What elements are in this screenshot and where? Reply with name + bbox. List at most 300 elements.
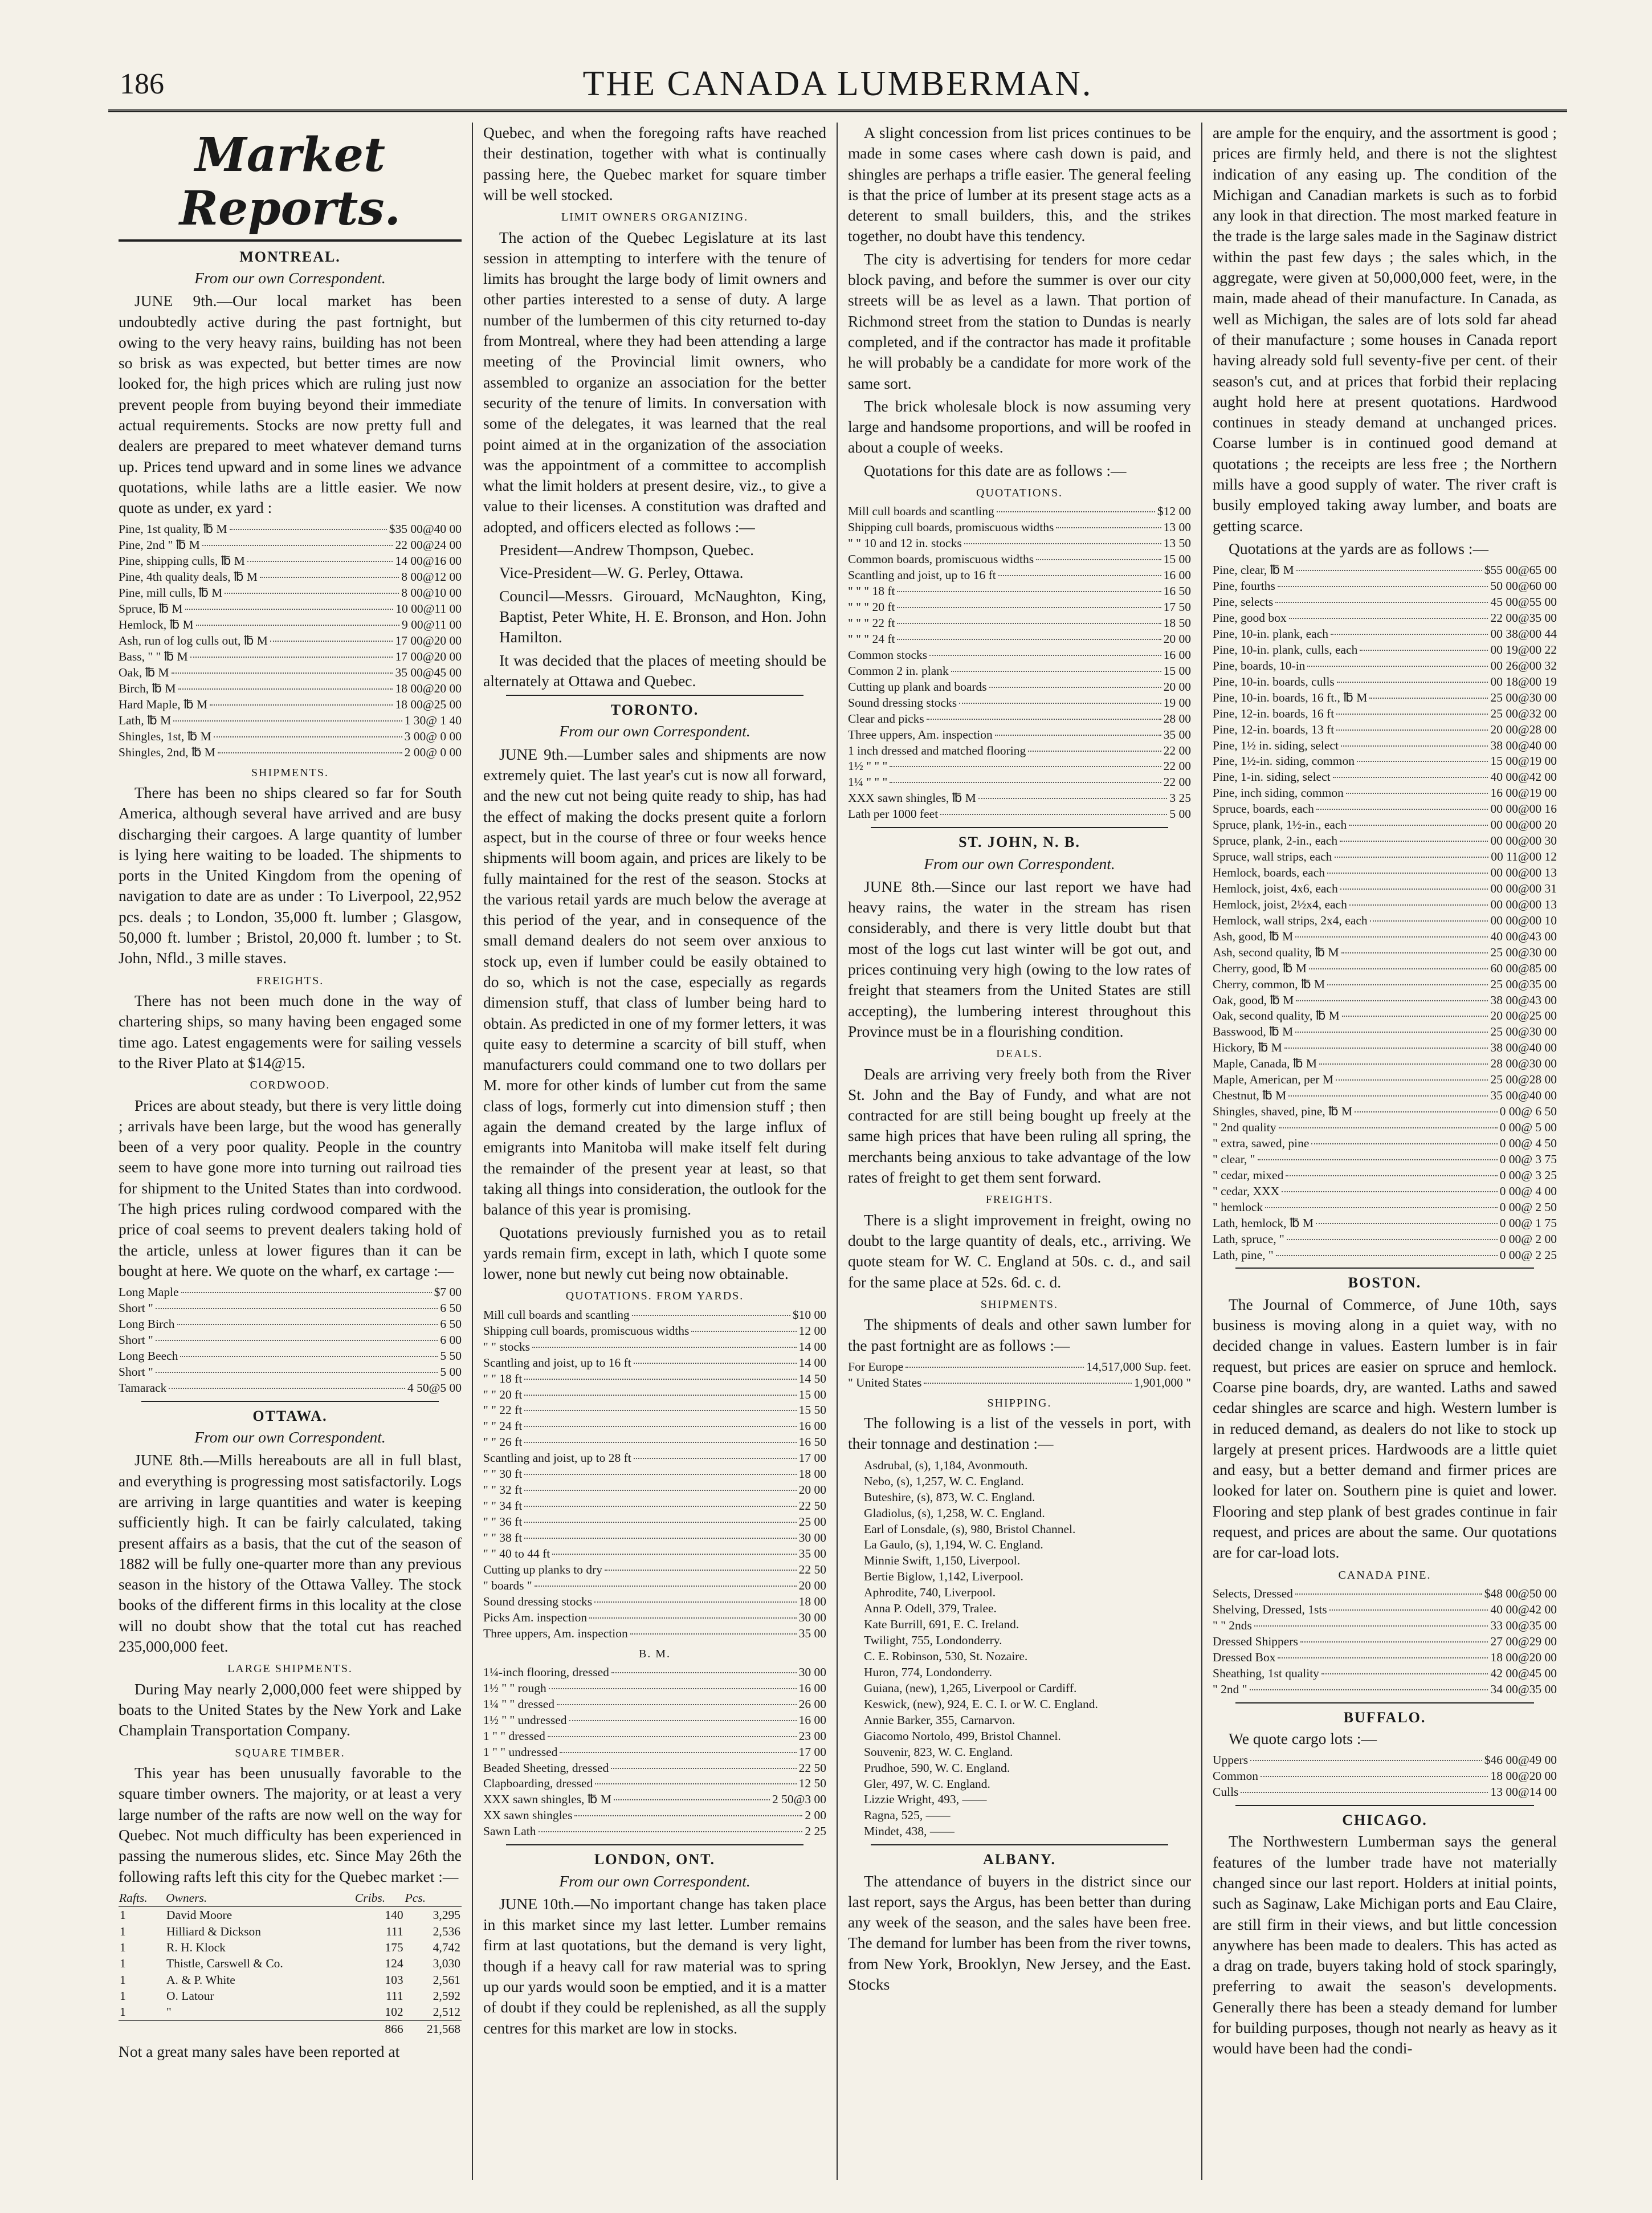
leader-dots	[560, 1752, 796, 1753]
price-value: 33 00@35 00	[1490, 1618, 1557, 1632]
montreal-price-list	[119, 521, 462, 760]
price-row	[119, 601, 462, 617]
leader-dots	[260, 577, 399, 578]
price-row	[1213, 753, 1557, 769]
price-row	[483, 1745, 826, 1760]
london-price-list	[848, 504, 1191, 822]
leader-dots	[1340, 889, 1488, 890]
price-row	[1213, 769, 1557, 785]
price-value: 28 00@30 00	[1490, 1057, 1557, 1071]
owners-header: Owners.	[165, 1889, 354, 1907]
price-label: Oak, second quality, ℔ M	[1213, 1009, 1340, 1023]
leader-dots	[270, 641, 393, 642]
cribs-header: Cribs.	[354, 1889, 405, 1907]
price-label: Spruce, ℔ M	[119, 602, 183, 616]
price-label: XX sawn shingles	[483, 1808, 573, 1823]
price-label: Pine, boards, 10-in	[1213, 658, 1306, 673]
price-row	[1213, 1200, 1557, 1216]
price-row	[1213, 610, 1557, 626]
price-label: " " 20 ft	[483, 1387, 523, 1401]
ottawa-title: OTTAWA.	[252, 1407, 328, 1424]
price-label: Shipping cull boards, promiscuous widths	[848, 520, 1054, 535]
price-row	[119, 1332, 462, 1348]
price-label: " " 24 ft	[483, 1419, 523, 1433]
raft-owner: David Moore	[166, 1908, 232, 1922]
limit-owners-title: LIMIT OWNERS ORGANIZING.	[561, 211, 749, 224]
price-value: 00 00@00 13	[1490, 897, 1557, 911]
price-label: " " " 22 ft	[848, 616, 895, 630]
price-label: Sound dressing stocks	[848, 695, 957, 710]
price-row	[483, 1594, 826, 1610]
column-3	[838, 123, 1202, 2180]
price-value: 16 50	[798, 1435, 826, 1449]
leader-dots	[964, 543, 1161, 544]
price-value: 22 00@35 00	[1490, 611, 1557, 625]
page-columns	[108, 123, 1567, 2180]
leader-dots	[1295, 1593, 1482, 1595]
price-label: 1½ " " "	[848, 759, 888, 773]
price-row	[1213, 1104, 1557, 1120]
price-value: 00 18@00 19	[1490, 674, 1557, 688]
leader-dots	[1254, 1625, 1488, 1627]
column-1	[108, 123, 473, 2180]
price-row	[483, 1403, 826, 1419]
price-value: 20 00	[1163, 631, 1191, 646]
price-row	[483, 1466, 826, 1482]
vessel-item: Ragna, 525, ——	[864, 1808, 951, 1823]
raft-owner: A. & P. White	[166, 1972, 235, 1987]
price-row	[1213, 1216, 1557, 1232]
buffalo-paragraph: We quote cargo lots :—	[1229, 1729, 1377, 1747]
price-label: Pine, 1st quality, ℔ M	[119, 522, 227, 536]
leader-dots	[1282, 1191, 1497, 1192]
raft-row	[119, 1955, 462, 1971]
price-value: 6 50	[440, 1301, 462, 1315]
price-value: 14 00	[798, 1339, 826, 1354]
canada-pine-list	[1213, 1586, 1557, 1698]
price-row	[848, 600, 1191, 616]
section-divider	[871, 1844, 1168, 1845]
price-label: 1 inch dressed and matched flooring	[848, 743, 1026, 757]
page-header	[108, 64, 1567, 109]
price-value: 45 00@55 00	[1490, 595, 1557, 609]
header-rule	[108, 109, 1567, 112]
leader-dots	[524, 1474, 796, 1475]
leader-dots	[524, 1379, 796, 1380]
leader-dots	[890, 782, 1161, 783]
price-value: 30 00	[798, 1665, 826, 1679]
officer-president: President—Andrew Thompson, Quebec.	[499, 541, 754, 559]
price-label: Scantling and joist, up to 28 ft	[483, 1451, 631, 1465]
price-value: 15 00	[798, 1387, 826, 1401]
price-value: 13 00	[1163, 520, 1191, 535]
price-row	[483, 1498, 826, 1514]
price-row	[1213, 1184, 1557, 1200]
vessel-item: Aphrodite, 740, Liverpool.	[864, 1586, 996, 1600]
price-value: $7 00	[434, 1285, 462, 1299]
leader-dots	[1337, 682, 1488, 683]
price-row	[848, 790, 1191, 806]
price-value: 22 50	[798, 1760, 826, 1775]
officer-council: Council—Messrs. Girouard, McNaughton, King, Baptist, Peter White, H. E. Bronson, and Hon. John Hamilton.	[499, 586, 826, 646]
price-row	[119, 521, 462, 537]
raft-cribs: 124	[385, 1957, 403, 1971]
st-john-shipping-title: SHIPPING.	[987, 1396, 1052, 1409]
price-value: 1,901,000 "	[1133, 1375, 1191, 1389]
leader-dots	[611, 1768, 796, 1769]
price-label: Long Beech	[119, 1348, 178, 1363]
price-row	[848, 504, 1191, 520]
price-label: Pine, 1½-in. siding, common	[1213, 754, 1355, 768]
price-label: " " 22 ft	[483, 1403, 523, 1417]
price-label: Scantling and joist, up to 16 ft	[848, 568, 996, 582]
price-row	[1213, 1072, 1557, 1088]
vessel-item: Prudhoe, 590, W. C. England.	[864, 1760, 1010, 1775]
raft-row	[119, 1907, 462, 1923]
price-label: 1¼ " " "	[848, 775, 888, 789]
price-row	[1213, 1056, 1557, 1072]
leader-dots	[1296, 570, 1482, 571]
price-value: 0 00@ 1 75	[1499, 1216, 1557, 1230]
rafts-total-cribs: 866	[354, 2020, 405, 2037]
leader-dots	[524, 1395, 796, 1396]
leader-dots	[247, 561, 393, 562]
price-row	[119, 745, 462, 761]
london-paragraph-4: The brick wholesale block is now assuming very large and handsome proportions, and will be roofed in about a couple of weeks.	[848, 397, 1191, 457]
montreal-paragraph: JUNE 9th.—Our local market has been undoubtedly active during the past fortnight, but owing to the very heavy rains, building has not been so brisk as was expected, but better times are now looked for, the high prices which are ruling just now prevent people from buying beyond their immediate actual requirements. Stocks are now pretty full and dealers are prepared to meet whatever demand turns up. Prices tend upward and in some lines we advance quotations, while laths are a little easier. We now quote as under, ex yard :	[119, 292, 462, 517]
price-value: 15 50	[798, 1403, 826, 1417]
chicago-title: CHICAGO.	[1342, 1812, 1427, 1829]
leader-dots	[169, 1388, 405, 1389]
price-value: 23 00	[798, 1729, 826, 1743]
price-value: 18 00@20 00	[1490, 1650, 1557, 1664]
price-label: " " 36 ft	[483, 1515, 523, 1529]
price-label: Oak, ℔ M	[119, 665, 169, 679]
leader-dots	[1369, 698, 1488, 699]
price-row	[483, 1419, 826, 1434]
price-value: 20 00	[798, 1578, 826, 1592]
price-label: Sheathing, 1st quality	[1213, 1666, 1319, 1680]
price-label: Pine, 10-in. boards, culls	[1213, 674, 1335, 688]
price-value: 27 00@29 00	[1490, 1634, 1557, 1648]
price-value: 25 00@30 00	[1490, 945, 1557, 959]
price-value: 25 00@28 00	[1490, 1073, 1557, 1087]
price-label: " cedar, mixed	[1213, 1168, 1284, 1182]
price-label: Bass, " " ℔ M	[119, 649, 188, 663]
price-row	[1213, 594, 1557, 610]
price-label: Cherry, good, ℔ M	[1213, 961, 1307, 975]
price-label: Long Birch	[119, 1317, 175, 1331]
price-label: Spruce, wall strips, each	[1213, 850, 1332, 864]
buffalo-title: BUFFALO.	[1343, 1709, 1426, 1726]
london-title: LONDON, ONT.	[594, 1851, 716, 1868]
leader-dots	[1319, 1063, 1488, 1065]
price-value: $55 00@65 00	[1484, 563, 1557, 577]
price-label: " " 34 ft	[483, 1499, 523, 1513]
price-label: Shingles, 1st, ℔ M	[119, 729, 211, 743]
raft-pieces: 2,536	[433, 1924, 460, 1938]
price-label: Maple, American, per M	[1213, 1073, 1333, 1087]
price-value: 19 00	[1163, 695, 1191, 710]
price-row	[848, 743, 1191, 759]
price-row	[848, 631, 1191, 647]
vessel-item: Gladiolus, (s), 1,258, W. C. England.	[864, 1506, 1045, 1520]
price-value: 14 00@16 00	[395, 554, 462, 568]
leader-dots	[1276, 1255, 1498, 1256]
price-value: 2 50@3 00	[772, 1792, 826, 1807]
cordwood-price-list	[119, 1285, 462, 1396]
price-label: 1½ " " undressed	[483, 1713, 567, 1727]
price-row	[119, 729, 462, 745]
leader-dots	[1336, 729, 1488, 731]
price-row	[848, 1375, 1191, 1391]
leader-dots	[1341, 952, 1488, 953]
leader-dots	[1300, 1641, 1488, 1643]
leader-dots	[1370, 920, 1488, 922]
vessel-item: Giacomo Nortolo, 499, Bristol Channel.	[864, 1729, 1061, 1743]
price-row	[483, 1681, 826, 1697]
price-value: 50 00@60 00	[1490, 579, 1557, 593]
price-value: 22 00	[1163, 743, 1191, 757]
vessel-item: Asdrubal, (s), 1,184, Avonmouth.	[864, 1458, 1028, 1472]
price-value: $46 00@49 00	[1484, 1753, 1557, 1767]
vessel-item: Bertie Biglow, 1,142, Liverpool.	[864, 1570, 1023, 1584]
leader-dots	[595, 1783, 796, 1784]
price-label: Shingles, shaved, pine, ℔ M	[1213, 1105, 1353, 1119]
price-row	[119, 649, 462, 665]
price-row	[1213, 1634, 1557, 1650]
price-value: 16 00	[1163, 568, 1191, 582]
price-value: 17 00@20 00	[395, 649, 462, 663]
leader-dots	[924, 1383, 1131, 1384]
vessel-item: Anna P. Odell, 379, Tralee.	[864, 1601, 997, 1616]
albany-paragraph-2: are ample for the enquiry, and the assortment is good ; prices are firmly held, and there is not the slightest indication of any easing up. The condition of the Michigan and Canadian markets is such as to forbid any look in that direction. The most marked feature in the trade is the large sales made in the Saginaw district within the past few days ; the sales which, in the aggregate, were given at 50,000,000 feet, were, in the main, made ahead of their manufacture. In Canada, as well as Michigan, the sales are of lots sold far ahead of their manufacture ; some houses in Canada report having already sold full seventy-five per cent. of their season's cut, and at prices that forbid their replacing aught hold here at present quotations. Hardwood continues in steady demand at unchanged prices. Coarse lumber is in continued good demand at quotations ; the receipts are less free ; the Northern mills have a good supply of water. The river craft is busily employed taking away lumber, and boats are getting scarce.	[1213, 124, 1557, 535]
price-value: 34 00@35 00	[1490, 1682, 1557, 1696]
price-label: Clapboarding, dressed	[483, 1776, 593, 1791]
leader-dots	[634, 1363, 797, 1364]
price-value: 00 00@00 20	[1490, 818, 1557, 832]
price-label: Short "	[119, 1301, 153, 1315]
price-value: 16 00	[1163, 647, 1191, 662]
price-value: 0 00@ 3 25	[1499, 1168, 1557, 1182]
price-label: " boards "	[483, 1578, 532, 1592]
price-value: 12 00	[798, 1323, 826, 1338]
raft-owner: Hilliard & Dickson	[166, 1924, 261, 1938]
price-value: 15 00	[1163, 552, 1191, 567]
price-value: 35 00@45 00	[395, 665, 462, 679]
leader-dots	[1056, 527, 1161, 528]
price-row	[848, 775, 1191, 790]
leader-dots	[959, 703, 1161, 704]
leader-dots	[611, 1672, 797, 1673]
price-value: 42 00@45 00	[1490, 1666, 1557, 1680]
price-value: 18 00	[798, 1594, 826, 1608]
raft-row	[119, 1988, 462, 2004]
pcs-header: Pcs.	[405, 1889, 462, 1907]
albany-title: ALBANY.	[983, 1851, 1056, 1868]
price-label: " " " 20 ft	[848, 600, 895, 614]
price-row	[1213, 801, 1557, 817]
raft-cribs: 102	[385, 2005, 403, 2019]
leader-dots	[1329, 1609, 1488, 1611]
montreal-cordwood: Prices are about steady, but there is very little doing ; arrivals have been large, but the wood has generally been of a very poor quality. People in the country seem to have gone more into turning out railroad ties for shipment to the United States than into cordwood. The high prices ruling cordwood compared with the price of coal seems to prevent dealers taking hold of the article, unless at lower figures than it can be bought at here. We quote on the wharf, ex cartage :—	[119, 1096, 462, 1279]
leader-dots	[997, 511, 1155, 512]
price-value: 16 00@19 00	[1490, 786, 1557, 800]
vessel-item: Twilight, 755, Londonderry.	[864, 1633, 1002, 1648]
price-row	[483, 1307, 826, 1323]
montreal-freights-title: FREIGHTS.	[256, 974, 324, 987]
section-divider	[506, 695, 803, 696]
column-4	[1202, 123, 1567, 2180]
ottawa-tail: Not a great many sales have been reported at	[119, 2043, 400, 2061]
price-label: Pine, mill culls, ℔ M	[119, 586, 223, 600]
london-quotations-title: QUOTATIONS.	[976, 487, 1063, 500]
price-value: 0 00@ 2 00	[1499, 1232, 1557, 1246]
leader-dots	[156, 1372, 438, 1373]
price-row	[1213, 658, 1557, 674]
leader-dots	[230, 529, 387, 530]
price-row	[1213, 1586, 1557, 1602]
raft-cribs: 103	[385, 1972, 403, 1987]
price-label: Pine, 4th quality deals, ℔ M	[119, 570, 258, 584]
price-row	[483, 1729, 826, 1745]
price-row	[1213, 1168, 1557, 1184]
toronto-paragraph: JUNE 9th.—Lumber sales and shipments are now extremely quiet. The last year's cut is now all forward, and the new cut not being quite ready to ship, has had the effect of making the docks present quite a forlorn aspect, but in the course of three or four weeks hence shipments will boom again, and prices are likely to be fully maintained for the rest of the season. Stocks at the various retail yards are much below the average at this period of the year, and in consequence of the small demand dealers do not seem over anxious to stock up, even if lumber could be easily obtained to do so, which is not the case, especially as regards dimension stuff, that class of lumber being hard to obtain. As predicted in one of my former letters, it was quite easy to determine a scarcity of bill stuff, when manufacturers could command one to two dollars per M. more for other kinds of lumber cut from the same class of logs, formerly cut into dimension stuff ; then again the demand created by the large influx of emigrants into Manitoba will make itself felt during the remainder of the present year at least, so that taking all things into consideration, the outlook for the balance of this year is promising.	[483, 745, 826, 1218]
raft-pieces: 3,030	[433, 1957, 460, 1971]
price-label: Spruce, plank, 1½-in., each	[1213, 818, 1347, 832]
price-row	[1213, 1232, 1557, 1248]
price-row	[483, 1371, 826, 1387]
price-row	[848, 711, 1191, 727]
price-value: 20 00@28 00	[1490, 722, 1557, 736]
price-row	[1213, 738, 1557, 754]
price-label: Tamarack	[119, 1380, 167, 1395]
price-row	[119, 1348, 462, 1364]
price-value: 18 50	[1163, 616, 1191, 630]
raft-pieces: 2,561	[433, 1972, 460, 1987]
price-label: Pine, 10-in. plank, each	[1213, 626, 1329, 641]
price-label: Pine, 1½ in. siding, select	[1213, 738, 1339, 752]
quebec-continuation: Quebec, and when the foregoing rafts have reached their destination, together with what is continually passing here, the Quebec market for square timber will be well stocked.	[483, 124, 826, 203]
leader-dots	[1284, 1048, 1488, 1049]
price-label: Shelving, Dressed, 1sts	[1213, 1602, 1327, 1616]
price-row	[1213, 1248, 1557, 1264]
leader-dots	[1309, 968, 1488, 969]
price-label: Pine, inch siding, common	[1213, 786, 1344, 800]
st-john-freights-title: FREIGHTS.	[985, 1193, 1054, 1207]
leader-dots	[196, 625, 399, 626]
leader-dots	[634, 1458, 797, 1459]
price-label: Dressed Shippers	[1213, 1634, 1298, 1648]
price-value: 00 38@00 44	[1490, 626, 1557, 641]
price-value: 22 00	[1163, 759, 1191, 773]
price-label: Uppers	[1213, 1753, 1249, 1767]
price-row	[1213, 1602, 1557, 1618]
section-divider	[871, 827, 1168, 828]
leader-dots	[549, 1688, 797, 1689]
price-label: Pine, fourths	[1213, 579, 1275, 593]
price-row	[848, 584, 1191, 600]
montreal-cordwood-title: CORDWOOD.	[250, 1079, 331, 1092]
vessel-item: La Gaulo, (s), 1,194, W. C. England.	[864, 1538, 1043, 1552]
leader-dots	[897, 607, 1161, 608]
rafts-total-row	[119, 2020, 462, 2037]
price-row	[1213, 817, 1557, 833]
price-label: Ash, second quality, ℔ M	[1213, 945, 1339, 959]
leader-dots	[202, 545, 393, 546]
leader-dots	[605, 1570, 797, 1571]
price-value: 40 00@43 00	[1490, 929, 1557, 943]
price-row	[119, 617, 462, 633]
raft-owner: R. H. Klock	[166, 1940, 226, 1954]
leader-dots	[1036, 559, 1161, 560]
st-john-correspondent: From our own Correspondent.	[924, 854, 1115, 873]
price-row	[119, 1317, 462, 1332]
price-label: Common	[1213, 1769, 1259, 1783]
price-label: Spruce, plank, 2-in., each	[1213, 834, 1338, 848]
price-value: 16 00	[798, 1713, 826, 1727]
price-label: Lath per 1000 feet	[848, 807, 939, 821]
price-label: Pine, clear, ℔ M	[1213, 563, 1294, 577]
price-value: 13 00@14 00	[1490, 1785, 1557, 1799]
leader-dots	[548, 1736, 797, 1737]
raft-number: 1	[120, 1924, 126, 1938]
leader-dots	[156, 1340, 438, 1341]
leader-dots	[156, 1308, 438, 1309]
leader-dots	[1295, 1032, 1488, 1033]
price-row	[119, 1380, 462, 1396]
raft-row	[119, 1972, 462, 1988]
price-row	[1213, 929, 1557, 945]
raft-pieces: 3,295	[433, 1908, 460, 1922]
price-label: Cutting up plank and boards	[848, 679, 987, 694]
leader-dots	[594, 1601, 797, 1603]
price-row	[848, 759, 1191, 775]
raft-number: 1	[120, 2005, 126, 2019]
price-value: 2 25	[805, 1824, 826, 1839]
leader-dots	[524, 1522, 796, 1523]
price-value: 9 00@11 00	[401, 618, 462, 632]
price-row	[848, 552, 1191, 568]
price-value: 00 00@00 10	[1490, 913, 1557, 927]
section-divider	[1235, 1268, 1534, 1269]
price-value: $10 00	[792, 1307, 826, 1322]
price-label: Hemlock, joist, 2½x4, each	[1213, 897, 1347, 911]
price-row	[1213, 785, 1557, 801]
leader-dots	[218, 752, 402, 753]
price-row	[1213, 674, 1557, 690]
price-row	[119, 665, 462, 681]
price-row	[1213, 1024, 1557, 1040]
vessel-item: Lizzie Wright, 493, ——	[864, 1792, 987, 1807]
leader-dots	[178, 688, 393, 690]
price-value: 2 00@ 0 00	[404, 745, 462, 759]
price-value: 35 00	[798, 1626, 826, 1640]
price-row	[483, 1626, 826, 1642]
price-label: Lath, spruce, "	[1213, 1232, 1284, 1246]
montreal-shipments-title: SHIPMENTS.	[251, 766, 329, 779]
leader-dots	[1342, 1016, 1488, 1017]
leader-dots	[890, 766, 1161, 767]
price-label: Selects, Dressed	[1213, 1587, 1293, 1601]
price-value: 13 50	[1163, 536, 1191, 551]
leader-dots	[524, 1490, 796, 1491]
price-value: 20 00@25 00	[1490, 1009, 1557, 1023]
vessel-item: Guiana, (new), 1,265, Liverpool or Cardiff.	[864, 1681, 1077, 1695]
price-row	[1213, 913, 1557, 929]
price-row	[848, 616, 1191, 631]
price-row	[1213, 865, 1557, 881]
